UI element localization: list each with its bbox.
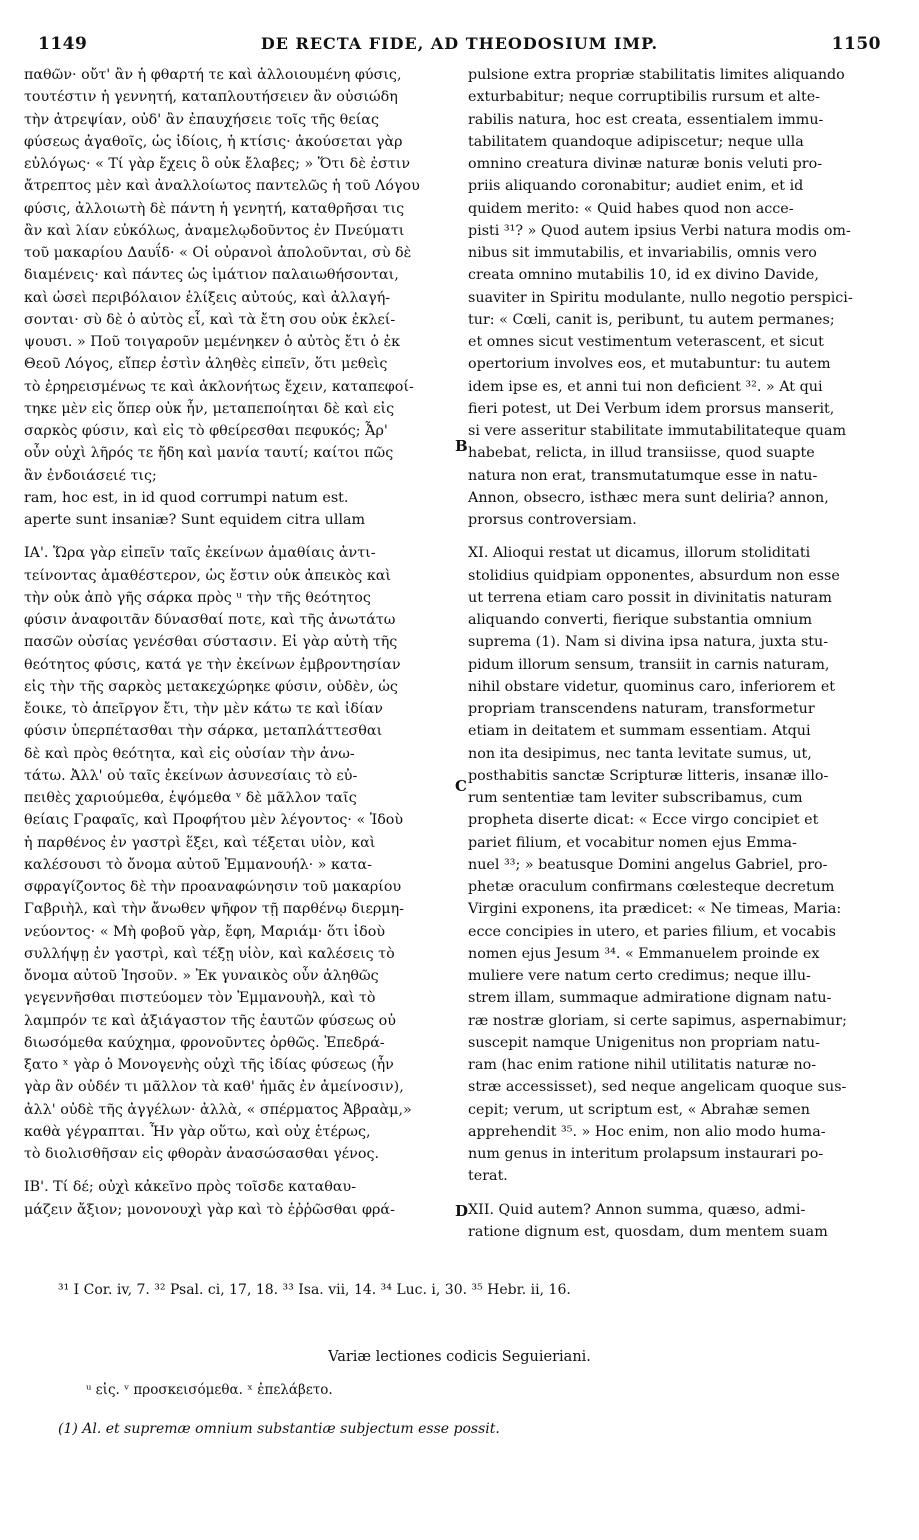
text-line: apprehendit ³⁵. » Hoc enim, non alio modo huma- bbox=[468, 1123, 826, 1140]
text-line: ratione dignum est, quosdam, dum mentem suam bbox=[468, 1223, 828, 1240]
text-line: τουτέστιν ἡ γεννητή, καταπλουτήσειεν ἂν οὐσιώδη bbox=[24, 89, 398, 106]
text-line: strem illam, summaque admiratione dignam natu- bbox=[468, 990, 832, 1007]
text-line: ut terrena etiam caro possit in divinitatis naturam bbox=[468, 589, 832, 606]
text-line: καὶ ὡσεὶ περιβόλαιον ἑλίξεις αὐτούς, καὶ ἀλλαγή- bbox=[24, 289, 391, 306]
text-line: rabilis natura, hoc est creata, essentialem immu- bbox=[468, 111, 824, 128]
text-line: τοῦ μακαρίου Δαυΐδ· « Οἱ οὐρανοὶ ἀπολοῦνται, σὺ δὲ bbox=[24, 245, 412, 261]
text-line: propheta diserte dicat: « Ecce virgo concipiet et bbox=[468, 812, 819, 829]
text-line: πειθὲς χαριούμεθα, ἑψόμεθα ᵛ δὲ μᾶλλον ταῖς bbox=[24, 790, 357, 806]
text-line: tabilitatem quandoque adipiscetur; neque ulla bbox=[468, 133, 804, 150]
text-line: ὄνομα αὐτοῦ Ἰησοῦν. » Ἐκ γυναικὸς οὖν ἀληθῶς bbox=[24, 968, 379, 984]
text-line: οὖν οὐχὶ λῆρός τε ἤδη καὶ μανία ταυτί; καίτοι πῶς bbox=[24, 445, 394, 462]
text-line: θείαις Γραφαῖς, καὶ Προφήτου μὲν λέγοντος· « Ἰδοὺ bbox=[24, 812, 404, 829]
text-line: ram, hoc est, in id quod corrumpi natum est. bbox=[24, 489, 349, 506]
text-line: ἂν καὶ λίαν εὐκόλως, ἀναμελῳδοῦντος ἐν Πνεύματι bbox=[24, 222, 405, 239]
text-line: aperte sunt insaniæ? Sunt equidem citra ullam bbox=[24, 512, 366, 528]
text-line: pulsione extra propriæ stabilitatis limites aliquando bbox=[468, 67, 845, 83]
text-line: ecce concipies in utero, et paries filium, et vocabis bbox=[468, 923, 836, 940]
text-line: τείνοντας ἀμαθέστερον, ὡς ἔστιν οὐκ ἀπεικὸς καὶ bbox=[24, 567, 392, 584]
text-line: pidum illorum sensum, transiit in carnis naturam, bbox=[468, 656, 830, 673]
text-line: φύσιν ὑπερπέτασθαι τὴν σάρκα, μεταπλάττεσθαι bbox=[24, 723, 383, 740]
text-line: τηκε μὲν εἰς ὅπερ οὐκ ἦν, μεταπεποίηται δὲ καὶ εἰς bbox=[24, 400, 395, 417]
text-line: quidem merito: « Quid habes quod non acce- bbox=[468, 200, 794, 217]
text-line: σφραγίζοντος δὲ τὴν προαναφώνησιν τοῦ μακαρίου bbox=[24, 879, 402, 895]
text-line: ψουσι. » Ποῦ τοιγαροῦν μεμένηκεν ὁ αὐτὸς ἔτι ὁ ἐκ bbox=[24, 334, 401, 350]
text-line: ἔοικε, τὸ ἀπεῖργον ἔτι, τὴν μὲν κάτω τε καὶ ἰδίαν bbox=[24, 701, 383, 717]
text-line: τὸ ἐρηρεισμένως τε καὶ ἀκλονήτως ἔχειν, καταπεφοί- bbox=[24, 378, 414, 395]
text-line: ræ nostræ gloriam, si certe sapimus, aspernabimur; bbox=[468, 1012, 847, 1029]
text-line: XII. Quid autem? Annon summa, quæso, admi- bbox=[468, 1201, 806, 1218]
text-line: φύσεως ἀγαθοῖς, ὡς ἰδίοις, ἡ κτίσις· ἀκούσεται γὰρ bbox=[24, 133, 403, 150]
text-line: ἀλλ' οὐδὲ τῆς ἀγγέλων· ἀλλὰ, « σπέρματος Ἀβραὰμ,» bbox=[24, 1101, 412, 1118]
text-line: λαμπρόν τε καὶ ἀξιάγαστον τῆς ἑαυτῶν φύσεως οὐ bbox=[24, 1012, 396, 1029]
text-line: phetæ oraculum confirmans cœlesteque decretum bbox=[468, 879, 835, 895]
text-line: exturbabitur; neque corruptibilis rursum et alte- bbox=[468, 89, 821, 106]
text-line: pisti ³¹? » Quod autem ipsius Verbi natura modis om- bbox=[468, 222, 851, 239]
text-line: καθὰ γέγραπται. Ἦν γὰρ οὕτω, καὶ οὐχ ἑτέρως, bbox=[24, 1123, 371, 1140]
text-line: suprema (1). Nam si divina ipsa natura, juxta stu- bbox=[468, 634, 829, 651]
text-line: νεύοντος· « Μὴ φοβοῦ γὰρ, ἔφη, Μαριάμ· ὅτι ἰδοὺ bbox=[24, 923, 386, 940]
text-line: etiam in deitatem et summam essentiam. Atqui bbox=[468, 723, 811, 740]
text-line: si vere asseritur stabilitate immutabilitateque quam bbox=[468, 423, 847, 439]
text-line: aliquando converti, fierique substantia omnium bbox=[468, 612, 813, 628]
text-line: ξατο ˣ γὰρ ὁ Μονογενὴς οὐχὶ τῆς ἰδίας φύσεως (ἦν bbox=[24, 1057, 394, 1073]
variae-lectiones: ᵘ εἰς. ᵛ προσκεισόμεθα. ˣ ἐπελάβετο. bbox=[86, 1382, 333, 1398]
text-line: et omnes sicut vestimentum veterascent, et sicut bbox=[468, 334, 824, 350]
text-line: ἄτρεπτος μὲν καὶ ἀναλλοίωτος παντελῶς ἡ τοῦ Λόγου bbox=[24, 178, 420, 195]
text-line: natura non erat, transmutatumque esse in natu- bbox=[468, 467, 818, 484]
text-line: omnino creatura divinæ naturæ bonis veluti pro- bbox=[468, 156, 823, 172]
text-line: non ita desipimus, nec tanta levitate sumus, ut, bbox=[468, 745, 812, 762]
text-line: καλέσουσι τὸ ὄνομα αὐτοῦ Ἐμμανουήλ· » κατα- bbox=[24, 856, 372, 873]
text-line: stolidius quidpiam opponentes, absurdum non esse bbox=[468, 567, 840, 584]
text-line: terat. bbox=[468, 1168, 508, 1185]
text-line: ἡ παρθένος ἐν γαστρὶ ἕξει, καὶ τέξεται υἱὸν, καὶ bbox=[24, 834, 376, 851]
text-line: φύσις, ἀλλοιωτὴ δὲ πάντη ἡ γενητή, καταθρῆσαι τις bbox=[24, 200, 405, 217]
text-line: posthabitis sanctæ Scripturæ litteris, insanæ illo- bbox=[468, 767, 829, 784]
text-line: rum sententiæ tam leviter subscribamus, cum bbox=[468, 790, 803, 806]
text-line: ram (hac enim ratione nihil utilitatis naturæ no- bbox=[468, 1057, 817, 1073]
text-line: cepit; verum, ut scriptum est, « Abrahæ semen bbox=[468, 1101, 810, 1118]
text-line: σονται· σὺ δὲ ὁ αὐτὸς εἶ, καὶ τὰ ἔτη σου οὐκ ἐκλεί- bbox=[24, 311, 396, 328]
latin-column bbox=[468, 64, 886, 1243]
text-line: suaviter in Spiritu modulante, nullo negotio perspici- bbox=[468, 289, 853, 306]
text-line: ΙΒ'. Τί δέ; οὐχὶ κἀκεῖνο πρὸς τοῖσδε καταθαυ- bbox=[24, 1179, 357, 1196]
text-line: Annon, obsecro, isthæc mera sunt deliria? annon, bbox=[468, 489, 829, 506]
variae-lectiones-title: Variæ lectiones codicis Seguieriani. bbox=[328, 1349, 591, 1365]
text-line: fieri potest, ut Dei Verbum idem prorsus manserit, bbox=[468, 400, 835, 417]
text-line: παθῶν· οὔτ' ἂν ἡ φθαρτή τε καὶ ἀλλοιουμένη φύσις, bbox=[24, 67, 402, 83]
page-number-left: 1149 bbox=[38, 34, 88, 54]
scripture-references: ³¹ I Cor. iv, 7. ³² Psal. ci, 17, 18. ³³ Isa. vii, 14. ³⁴ Luc. i, 30. ³⁵ Hebr. ii, 16. bbox=[58, 1282, 571, 1298]
text-line: pariet filium, et vocabitur nomen ejus Emma- bbox=[468, 834, 797, 851]
text-line: creata omnino mutabilis 10, id ex divino Davide, bbox=[468, 267, 819, 284]
text-line: διαμένεις· καὶ πάντες ὡς ἱμάτιον παλαιωθήσονται, bbox=[24, 267, 399, 284]
text-line: φύσιν ἀναφοιτᾶν δύνασθαί ποτε, καὶ τῆς ἀνωτάτω bbox=[24, 612, 396, 628]
section-marker-c: C bbox=[455, 777, 467, 795]
text-line: nomen ejus Jesum ³⁴. « Emmanuelem proinde ex bbox=[468, 945, 820, 962]
text-line: idem ipse es, et anni tui non deficient ³². » At qui bbox=[468, 378, 823, 395]
text-line: prorsus controversiam. bbox=[468, 512, 637, 528]
text-line: Γαβριὴλ, καὶ τὴν ἄνωθεν ψῆφον τῇ παρθένῳ διερμη- bbox=[24, 901, 404, 918]
text-line: τὴν ἀτρεψίαν, οὐδ' ἂν ἐπαυχήσειε τοῖς τῆς θείας bbox=[24, 111, 379, 128]
text-line: suscepit namque Unigenitus non propriam natu- bbox=[468, 1034, 820, 1051]
text-line: ΙΑ'. Ὥρα γὰρ εἰπεῖν ταῖς ἐκείνων ἀμαθίαις ἀντι- bbox=[24, 545, 376, 562]
text-line: muliere vere natum certo credimus; neque illu- bbox=[468, 968, 811, 984]
text-line: δὲ καὶ πρὸς θεότητα, καὶ εἰς οὐσίαν τὴν ἀνω- bbox=[24, 745, 355, 762]
text-line: μάζειν ἄξιον; μονονουχὶ γὰρ καὶ τὸ ἐῤῥῶσθαι φρά- bbox=[24, 1201, 395, 1218]
text-line: habebat, relicta, in illud transiisse, quod suapte bbox=[468, 445, 815, 462]
text-line: Virgini exponens, ita prædicet: « Ne timeas, Maria: bbox=[468, 901, 842, 918]
running-title: DE RECTA FIDE, AD THEODOSIUM IMP. bbox=[260, 34, 659, 53]
text-line: priis aliquando coronabitur; audiet enim, et id bbox=[468, 178, 804, 195]
text-line: stræ accessisset), sed neque angelicam quoque sus- bbox=[468, 1079, 847, 1096]
text-line: nihil obstare videtur, quominus caro, inferiorem et bbox=[468, 678, 836, 695]
text-line: θεότητος φύσις, κατά γε τὴν ἐκείνων ἐμβροντησίαν bbox=[24, 656, 401, 673]
text-line: γὰρ ἂν οὐδέν τι μᾶλλον τὰ καθ' ἡμᾶς ἐν ἀμείνοσιν), bbox=[24, 1079, 404, 1096]
text-line: τὸ διολισθῆσαν εἰς φθορὰν ἀνασώσασθαι γένος. bbox=[24, 1146, 380, 1162]
text-line: XI. Alioqui restat ut dicamus, illorum stoliditati bbox=[468, 545, 811, 562]
text-line: σαρκὸς φύσιν, καὶ εἰς τὸ φθείρεσθαι πεφυκός; Ἆρ' bbox=[24, 423, 388, 439]
section-marker-d: D bbox=[455, 1202, 469, 1220]
text-line: διωσόμεθα καύχημα, φρονοῦντες ὀρθῶς. Ἐπεδρά- bbox=[24, 1034, 385, 1051]
text-line: τὴν οὐκ ἀπὸ γῆς σάρκα πρὸς ᵘ τὴν τῆς θεότητος bbox=[24, 589, 371, 606]
footnote: (1) Al. et supremæ omnium substantiæ subjectum esse possit. bbox=[58, 1421, 500, 1437]
text-line: γεγεννῆσθαι πιστεύομεν τὸν Ἐμμανουὴλ, καὶ τὸ bbox=[24, 990, 376, 1007]
text-line: Θεοῦ Λόγος, εἴπερ ἐστὶν ἀληθὲς εἰπεῖν, ὅτι μεθεὶς bbox=[24, 356, 388, 373]
text-line: nuel ³³; » beatusque Domini angelus Gabriel, pro- bbox=[468, 856, 828, 873]
section-marker-b: B bbox=[455, 437, 468, 455]
text-line: opertorium involves eos, et mutabuntur: tu autem bbox=[468, 356, 831, 373]
text-line: συλλήψῃ ἐν γαστρὶ, καὶ τέξῃ υἱὸν, καὶ καλέσεις τὸ bbox=[24, 945, 395, 962]
text-line: πασῶν οὐσίας γενέσθαι σύστασιν. Εἰ γὰρ αὐτὴ τῆς bbox=[24, 634, 398, 651]
text-line: nibus sit immutabilis, et invariabilis, omnis vero bbox=[468, 245, 817, 261]
greek-column bbox=[24, 64, 454, 1221]
text-line: num genus in interitum prolapsum instaurari po- bbox=[468, 1146, 824, 1162]
text-line: εἰς τὴν τῆς σαρκὸς μετακεχώρηκε φύσιν, οὐδὲν, ὡς bbox=[24, 678, 398, 695]
page-number-right: 1150 bbox=[831, 34, 881, 54]
text-line: ἂν ἐνδοιάσειέ τις; bbox=[24, 467, 157, 484]
text-line: tur: « Cœli, canit is, peribunt, tu autem permanes; bbox=[468, 311, 835, 328]
text-line: εὐλόγως· « Τί γὰρ ἔχεις ὃ οὐκ ἔλαβες; » Ὅτι δὲ ἐστιν bbox=[24, 156, 411, 172]
text-line: propriam transcendens naturam, transformetur bbox=[468, 701, 815, 717]
page-header bbox=[38, 34, 881, 56]
text-line: τάτω. Ἀλλ' οὐ ταῖς ἐκείνων ἀσυνεσίαις τὸ εὐ- bbox=[24, 767, 358, 784]
